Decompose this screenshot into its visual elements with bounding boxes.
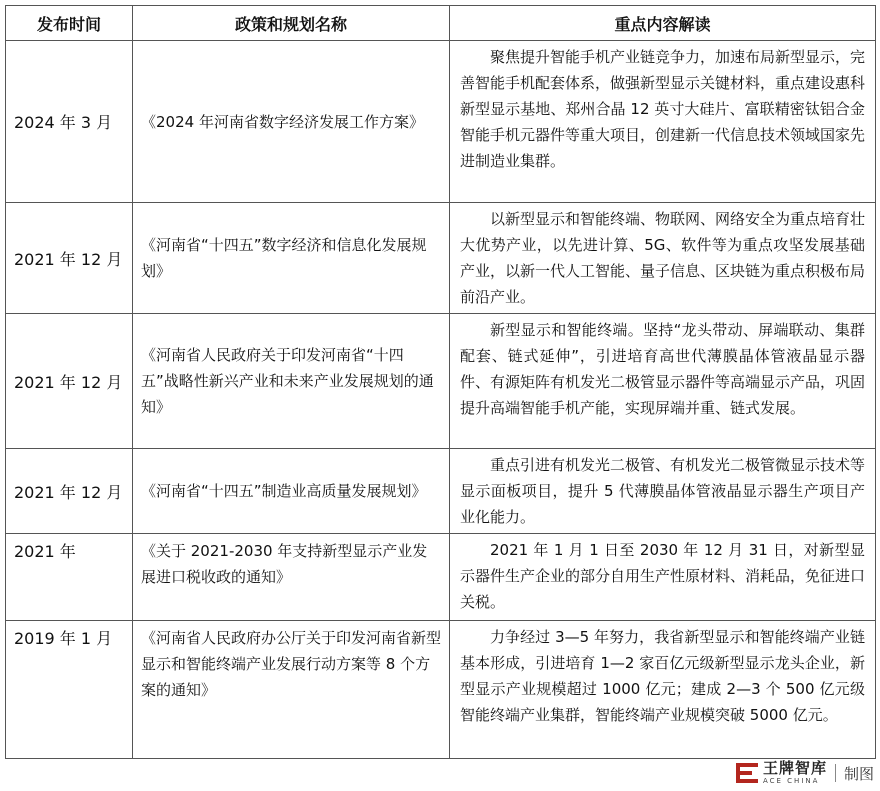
footer-credit: 制图 [843, 764, 874, 783]
ace-china-logo-icon [736, 763, 758, 783]
row-policy-name: 《关于 2021-2030 年支持新型显示产业发展进口税收政的通知》 [133, 534, 450, 621]
row-policy-name: 《河南省人民政府办公厅关于印发河南省新型显示和智能终端产业发展行动方案等 8 个方案的通知》 [133, 621, 450, 759]
row-content: 力争经过 3—5 年努力，我省新型显示和智能终端产业链基本形成，引进培育 1—2 家百亿元级新型显示龙头企业，新型显示产业规模超过 1000 亿元；建成 2—3 个 500 亿元级智能终端产业集群，智能终端产业规模突破 5000 亿元。 [450, 621, 876, 759]
logo-name: 王牌智库 [762, 759, 827, 777]
logo-name-en: ACE CHINA [762, 777, 820, 785]
row-date: 2021 年 [6, 534, 133, 621]
logo-text [763, 761, 827, 785]
row-policy-name: 《河南省人民政府关于印发河南省“十四五”战略性新兴产业和未来产业发展规划的通知》 [133, 314, 450, 449]
row-policy-name: 《2024 年河南省数字经济发展工作方案》 [133, 41, 450, 203]
table-row [6, 41, 876, 203]
row-date: 2021 年 12 月 [6, 314, 133, 449]
footer-divider [835, 764, 836, 782]
row-policy-name: 《河南省“十四五”制造业高质量发展规划》 [133, 449, 450, 534]
table-row [6, 534, 876, 621]
row-date: 2021 年 12 月 [6, 449, 133, 534]
table-row [6, 203, 876, 314]
header-row [6, 6, 876, 41]
header-date: 发布时间 [6, 6, 133, 41]
row-date: 2019 年 1 月 [6, 621, 133, 759]
header-content: 重点内容解读 [450, 6, 876, 41]
policy-table [5, 5, 876, 759]
row-policy-name: 《河南省“十四五”数字经济和信息化发展规划》 [133, 203, 450, 314]
row-date: 2024 年 3 月 [6, 41, 133, 203]
table-row [6, 449, 876, 534]
row-content: 新型显示和智能终端。坚持“龙头带动、屏端联动、集群配套、链式延伸”，引进培育高世代薄膜晶体管液晶显示器件、有源矩阵有机发光二极管显示器件等高端显示产品，巩固提升高端智能手机产能，实现屏端并重、链式发展。 [450, 314, 876, 449]
row-content: 重点引进有机发光二极管、有机发光二极管微显示技术等显示面板项目，提升 5 代薄膜晶体管液晶显示器生产项目产业化能力。 [450, 449, 876, 534]
row-content: 以新型显示和智能终端、物联网、网络安全为重点培育壮大优势产业，以先进计算、5G、软件等为重点攻坚发展基础产业，以新一代人工智能、量子信息、区块链为重点积极布局前沿产业。 [450, 203, 876, 314]
table-row [6, 314, 876, 449]
row-content: 聚焦提升智能手机产业链竞争力，加速布局新型显示，完善智能手机配套体系，做强新型显示关键材料，重点建设惠科新型显示基地、郑州合晶 12 英寸大硅片、富联精密钛铝合金智能手机元器件等重大项目，创建新一代信息技术领域国家先进制造业集群。 [450, 41, 876, 203]
row-content: 2021 年 1 月 1 日至 2030 年 12 月 31 日，对新型显示器件生产企业的部分自用生产性原材料、消耗品，免征进口关税。 [450, 534, 876, 621]
header-name: 政策和规划名称 [133, 6, 450, 41]
row-date: 2021 年 12 月 [6, 203, 133, 314]
source-footer [736, 761, 874, 785]
table-row [6, 621, 876, 759]
